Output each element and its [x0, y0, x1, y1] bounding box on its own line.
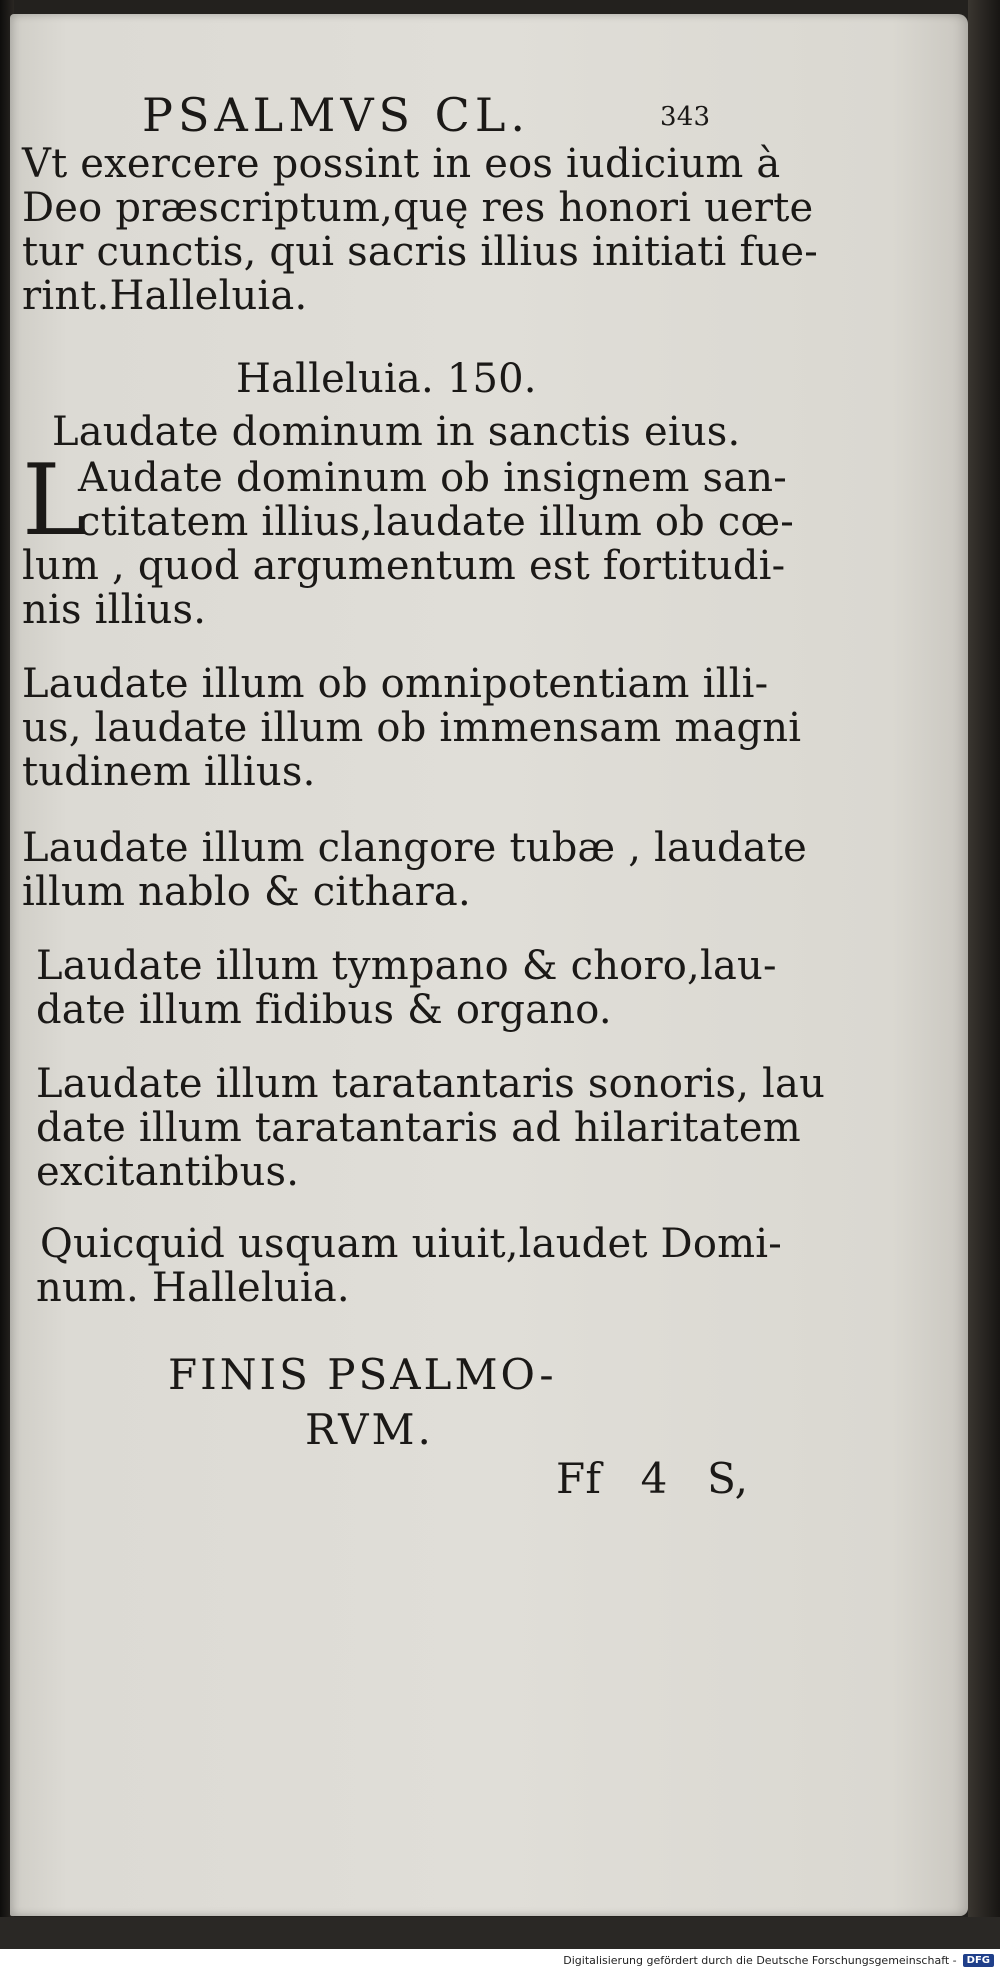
text-line: Audate dominum ob insignem san- [78, 455, 787, 501]
footer-credit: Digitalisierung gefördert durch die Deutsche Forschungsgemeinschaft - [563, 1953, 957, 1967]
text-line: num. Halleluia. [36, 1265, 350, 1311]
text-line: Vt exercere possint in eos iudicium à [22, 141, 781, 187]
finis-line-1: FINIS PSALMO- [168, 1350, 557, 1399]
psalm-heading: Halleluia. 150. [236, 356, 537, 402]
text-line: rint.Halleluia. [22, 273, 308, 319]
psalm-summary: Laudate dominum in sanctis eius. [52, 409, 741, 455]
text-line: tur cunctis, qui sacris illius initiati fue- [22, 229, 819, 275]
text-line: excitantibus. [36, 1149, 300, 1195]
text-line: date illum fidibus & organo. [36, 987, 612, 1033]
text-line: date illum taratantaris ad hilaritatem [36, 1105, 801, 1151]
text-line: Laudate illum taratantaris sonoris, lau [36, 1061, 826, 1107]
running-head: PSALMVS CL. [142, 88, 531, 142]
drop-cap: L [22, 444, 88, 558]
dfg-logo: DFG [963, 1954, 994, 1967]
text-line: illum nablo & cithara. [22, 869, 471, 915]
text-line: Deo præscriptum,quę res honori uerte [22, 185, 814, 231]
text-line: Laudate illum clangore tubæ , laudate [22, 825, 808, 871]
text-line: lum , quod argumentum est fortitudi- [22, 543, 786, 589]
footer-bar [0, 1949, 1000, 1971]
text-line: Laudate illum ob omnipotentiam illi- [22, 661, 769, 707]
text-line: Laudate illum tympano & choro,lau- [36, 943, 777, 989]
page-number: 343 [660, 102, 711, 132]
finis-line-2: RVM. [305, 1405, 434, 1454]
signature-mark: Ff 4 S, [556, 1454, 749, 1503]
book-edge-shadow [968, 0, 1000, 1971]
text-line: ctitatem illius,laudate illum ob cœ- [78, 499, 794, 545]
text-line: us, laudate illum ob immensam magni [22, 705, 802, 751]
text-line: nis illius. [22, 587, 207, 633]
footer-strip [0, 1917, 1000, 1971]
text-line: Quicquid usquam uiuit,laudet Domi- [40, 1221, 782, 1267]
text-line: tudinem illius. [22, 749, 316, 795]
